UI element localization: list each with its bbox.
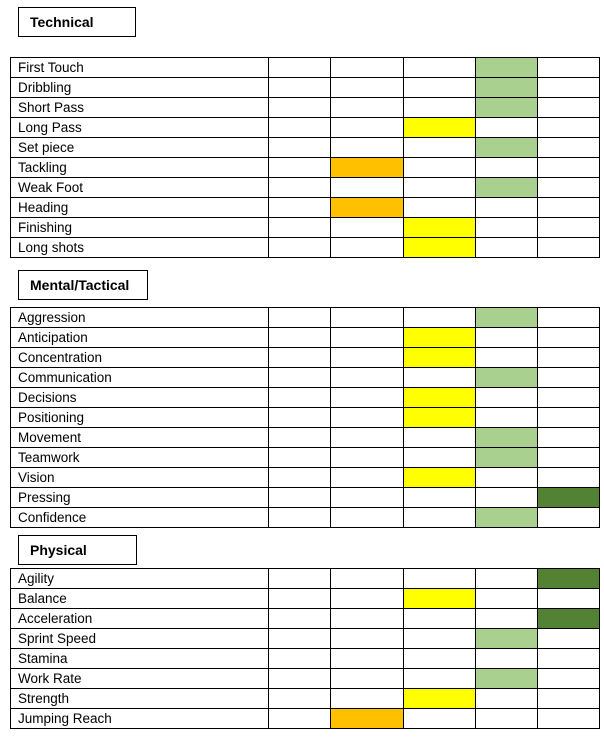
table-row <box>11 238 600 258</box>
rating-cell-1 <box>269 368 331 388</box>
attribute-label: Stamina <box>11 649 269 669</box>
rating-cell-1 <box>269 178 331 198</box>
mental-tactical-table <box>10 307 600 528</box>
rating-cell-4 <box>476 709 538 729</box>
table-row <box>11 649 600 669</box>
section-title-technical: Technical <box>18 7 136 37</box>
rating-cell-4 <box>476 118 538 138</box>
rating-cell-2 <box>331 629 404 649</box>
table-row <box>11 669 600 689</box>
rating-cell-1 <box>269 448 331 468</box>
rating-cell-1 <box>269 238 331 258</box>
rating-cell-2 <box>331 428 404 448</box>
rating-cell-1 <box>269 569 331 589</box>
rating-cell-1 <box>269 218 331 238</box>
rating-cell-1 <box>269 649 331 669</box>
rating-cell-3 <box>404 609 476 629</box>
rating-cell-2 <box>331 488 404 508</box>
rating-cell-5 <box>538 609 600 629</box>
attribute-label: Set piece <box>11 138 269 158</box>
rating-cell-3 <box>404 78 476 98</box>
rating-cell-3 <box>404 178 476 198</box>
rating-cell-4 <box>476 408 538 428</box>
rating-cell-4 <box>476 198 538 218</box>
rating-cell-4 <box>476 448 538 468</box>
rating-cell-3 <box>404 118 476 138</box>
attribute-label: Finishing <box>11 218 269 238</box>
table-row <box>11 388 600 408</box>
table-row <box>11 689 600 709</box>
rating-cell-5 <box>538 58 600 78</box>
rating-cell-5 <box>538 669 600 689</box>
rating-cell-5 <box>538 689 600 709</box>
table-row <box>11 589 600 609</box>
rating-cell-2 <box>331 58 404 78</box>
rating-cell-4 <box>476 508 538 528</box>
rating-cell-1 <box>269 428 331 448</box>
rating-cell-1 <box>269 709 331 729</box>
attribute-label: Long shots <box>11 238 269 258</box>
attribute-label: Aggression <box>11 308 269 328</box>
rating-cell-3 <box>404 388 476 408</box>
attribute-label: Jumping Reach <box>11 709 269 729</box>
attribute-label: Agility <box>11 569 269 589</box>
rating-cell-3 <box>404 448 476 468</box>
table-row <box>11 448 600 468</box>
rating-cell-5 <box>538 218 600 238</box>
attribute-label: Acceleration <box>11 609 269 629</box>
attribute-label: Concentration <box>11 348 269 368</box>
rating-cell-5 <box>538 178 600 198</box>
rating-cell-1 <box>269 118 331 138</box>
technical-table <box>10 57 600 258</box>
rating-cell-5 <box>538 118 600 138</box>
attribute-label: Short Pass <box>11 98 269 118</box>
rating-cell-4 <box>476 689 538 709</box>
rating-cell-2 <box>331 508 404 528</box>
rating-cell-3 <box>404 569 476 589</box>
rating-cell-5 <box>538 589 600 609</box>
rating-cell-1 <box>269 138 331 158</box>
table-row <box>11 569 600 589</box>
rating-cell-5 <box>538 488 600 508</box>
attribute-label: Anticipation <box>11 328 269 348</box>
rating-cell-4 <box>476 78 538 98</box>
rating-cell-5 <box>538 348 600 368</box>
attribute-label: Strength <box>11 689 269 709</box>
rating-cell-4 <box>476 58 538 78</box>
table-row <box>11 118 600 138</box>
rating-cell-4 <box>476 669 538 689</box>
attribute-label: Movement <box>11 428 269 448</box>
table-row <box>11 488 600 508</box>
rating-cell-5 <box>538 158 600 178</box>
rating-cell-2 <box>331 218 404 238</box>
rating-cell-4 <box>476 178 538 198</box>
rating-cell-2 <box>331 468 404 488</box>
attribute-label: Decisions <box>11 388 269 408</box>
rating-cell-2 <box>331 158 404 178</box>
rating-cell-2 <box>331 138 404 158</box>
attribute-label: First Touch <box>11 58 269 78</box>
rating-cell-3 <box>404 669 476 689</box>
table-row <box>11 138 600 158</box>
rating-cell-4 <box>476 308 538 328</box>
section-title-mental-tactical: Mental/Tactical <box>18 270 148 300</box>
rating-cell-2 <box>331 328 404 348</box>
rating-cell-1 <box>269 689 331 709</box>
rating-cell-4 <box>476 468 538 488</box>
rating-cell-5 <box>538 709 600 729</box>
rating-cell-4 <box>476 348 538 368</box>
table-row <box>11 348 600 368</box>
rating-cell-2 <box>331 388 404 408</box>
rating-cell-2 <box>331 198 404 218</box>
rating-cell-4 <box>476 428 538 448</box>
rating-cell-2 <box>331 669 404 689</box>
rating-cell-4 <box>476 328 538 348</box>
rating-cell-1 <box>269 629 331 649</box>
rating-cell-4 <box>476 589 538 609</box>
rating-cell-2 <box>331 238 404 258</box>
rating-cell-3 <box>404 348 476 368</box>
rating-cell-4 <box>476 609 538 629</box>
attribute-label: Sprint Speed <box>11 629 269 649</box>
rating-cell-5 <box>538 138 600 158</box>
rating-cell-4 <box>476 218 538 238</box>
rating-cell-1 <box>269 78 331 98</box>
rating-cell-5 <box>538 448 600 468</box>
rating-cell-3 <box>404 508 476 528</box>
rating-cell-2 <box>331 408 404 428</box>
rating-cell-1 <box>269 468 331 488</box>
table-row <box>11 78 600 98</box>
table-row <box>11 368 600 388</box>
rating-cell-1 <box>269 158 331 178</box>
rating-cell-3 <box>404 428 476 448</box>
rating-cell-3 <box>404 158 476 178</box>
rating-cell-1 <box>269 348 331 368</box>
rating-cell-5 <box>538 468 600 488</box>
attribute-label: Dribbling <box>11 78 269 98</box>
rating-cell-1 <box>269 669 331 689</box>
table-row <box>11 428 600 448</box>
rating-cell-3 <box>404 468 476 488</box>
rating-cell-1 <box>269 508 331 528</box>
table-row <box>11 178 600 198</box>
table-row <box>11 198 600 218</box>
rating-cell-5 <box>538 78 600 98</box>
rating-cell-1 <box>269 198 331 218</box>
attribute-label: Long Pass <box>11 118 269 138</box>
rating-cell-2 <box>331 178 404 198</box>
rating-cell-5 <box>538 408 600 428</box>
rating-cell-2 <box>331 348 404 368</box>
table-row <box>11 629 600 649</box>
table-row <box>11 609 600 629</box>
rating-cell-1 <box>269 308 331 328</box>
attribute-label: Work Rate <box>11 669 269 689</box>
attribute-label: Balance <box>11 589 269 609</box>
rating-cell-2 <box>331 589 404 609</box>
rating-cell-3 <box>404 308 476 328</box>
table-row <box>11 158 600 178</box>
attribute-label: Confidence <box>11 508 269 528</box>
rating-cell-5 <box>538 388 600 408</box>
rating-cell-2 <box>331 118 404 138</box>
attribute-label: Tackling <box>11 158 269 178</box>
rating-cell-4 <box>476 388 538 408</box>
rating-cell-3 <box>404 649 476 669</box>
rating-cell-3 <box>404 368 476 388</box>
rating-cell-2 <box>331 609 404 629</box>
rating-cell-3 <box>404 238 476 258</box>
physical-table <box>10 568 600 729</box>
section-title-physical: Physical <box>18 535 137 565</box>
table-row <box>11 408 600 428</box>
table-row <box>11 328 600 348</box>
rating-cell-2 <box>331 649 404 669</box>
rating-cell-2 <box>331 78 404 98</box>
rating-cell-4 <box>476 488 538 508</box>
table-row <box>11 58 600 78</box>
rating-cell-3 <box>404 709 476 729</box>
rating-cell-3 <box>404 198 476 218</box>
rating-cell-3 <box>404 408 476 428</box>
table-row <box>11 508 600 528</box>
rating-cell-1 <box>269 609 331 629</box>
rating-cell-5 <box>538 198 600 218</box>
rating-cell-1 <box>269 98 331 118</box>
attribute-label: Teamwork <box>11 448 269 468</box>
rating-cell-1 <box>269 328 331 348</box>
rating-cell-5 <box>538 368 600 388</box>
rating-cell-2 <box>331 569 404 589</box>
rating-cell-1 <box>269 488 331 508</box>
table-row <box>11 709 600 729</box>
rating-cell-4 <box>476 569 538 589</box>
rating-cell-1 <box>269 408 331 428</box>
attribute-label: Pressing <box>11 488 269 508</box>
rating-cell-3 <box>404 629 476 649</box>
rating-cell-3 <box>404 488 476 508</box>
rating-cell-5 <box>538 569 600 589</box>
attribute-label: Heading <box>11 198 269 218</box>
rating-cell-2 <box>331 709 404 729</box>
rating-cell-2 <box>331 368 404 388</box>
rating-cell-4 <box>476 98 538 118</box>
rating-cell-2 <box>331 448 404 468</box>
rating-cell-3 <box>404 98 476 118</box>
rating-cell-3 <box>404 689 476 709</box>
rating-cell-5 <box>538 428 600 448</box>
rating-cell-3 <box>404 218 476 238</box>
table-row <box>11 468 600 488</box>
rating-cell-5 <box>538 98 600 118</box>
rating-cell-2 <box>331 308 404 328</box>
attribute-label: Communication <box>11 368 269 388</box>
rating-cell-3 <box>404 138 476 158</box>
rating-cell-3 <box>404 589 476 609</box>
rating-cell-5 <box>538 508 600 528</box>
rating-cell-4 <box>476 238 538 258</box>
rating-cell-4 <box>476 629 538 649</box>
rating-cell-2 <box>331 689 404 709</box>
rating-cell-5 <box>538 649 600 669</box>
rating-cell-4 <box>476 158 538 178</box>
rating-cell-4 <box>476 649 538 669</box>
rating-cell-5 <box>538 238 600 258</box>
rating-cell-2 <box>331 98 404 118</box>
table-row <box>11 218 600 238</box>
attribute-label: Positioning <box>11 408 269 428</box>
table-row <box>11 98 600 118</box>
rating-cell-3 <box>404 58 476 78</box>
rating-cell-4 <box>476 368 538 388</box>
rating-cell-5 <box>538 629 600 649</box>
rating-cell-1 <box>269 388 331 408</box>
rating-cell-5 <box>538 308 600 328</box>
attribute-label: Weak Foot <box>11 178 269 198</box>
rating-cell-5 <box>538 328 600 348</box>
rating-cell-4 <box>476 138 538 158</box>
rating-cell-3 <box>404 328 476 348</box>
rating-cell-1 <box>269 589 331 609</box>
rating-cell-1 <box>269 58 331 78</box>
attribute-label: Vision <box>11 468 269 488</box>
table-row <box>11 308 600 328</box>
